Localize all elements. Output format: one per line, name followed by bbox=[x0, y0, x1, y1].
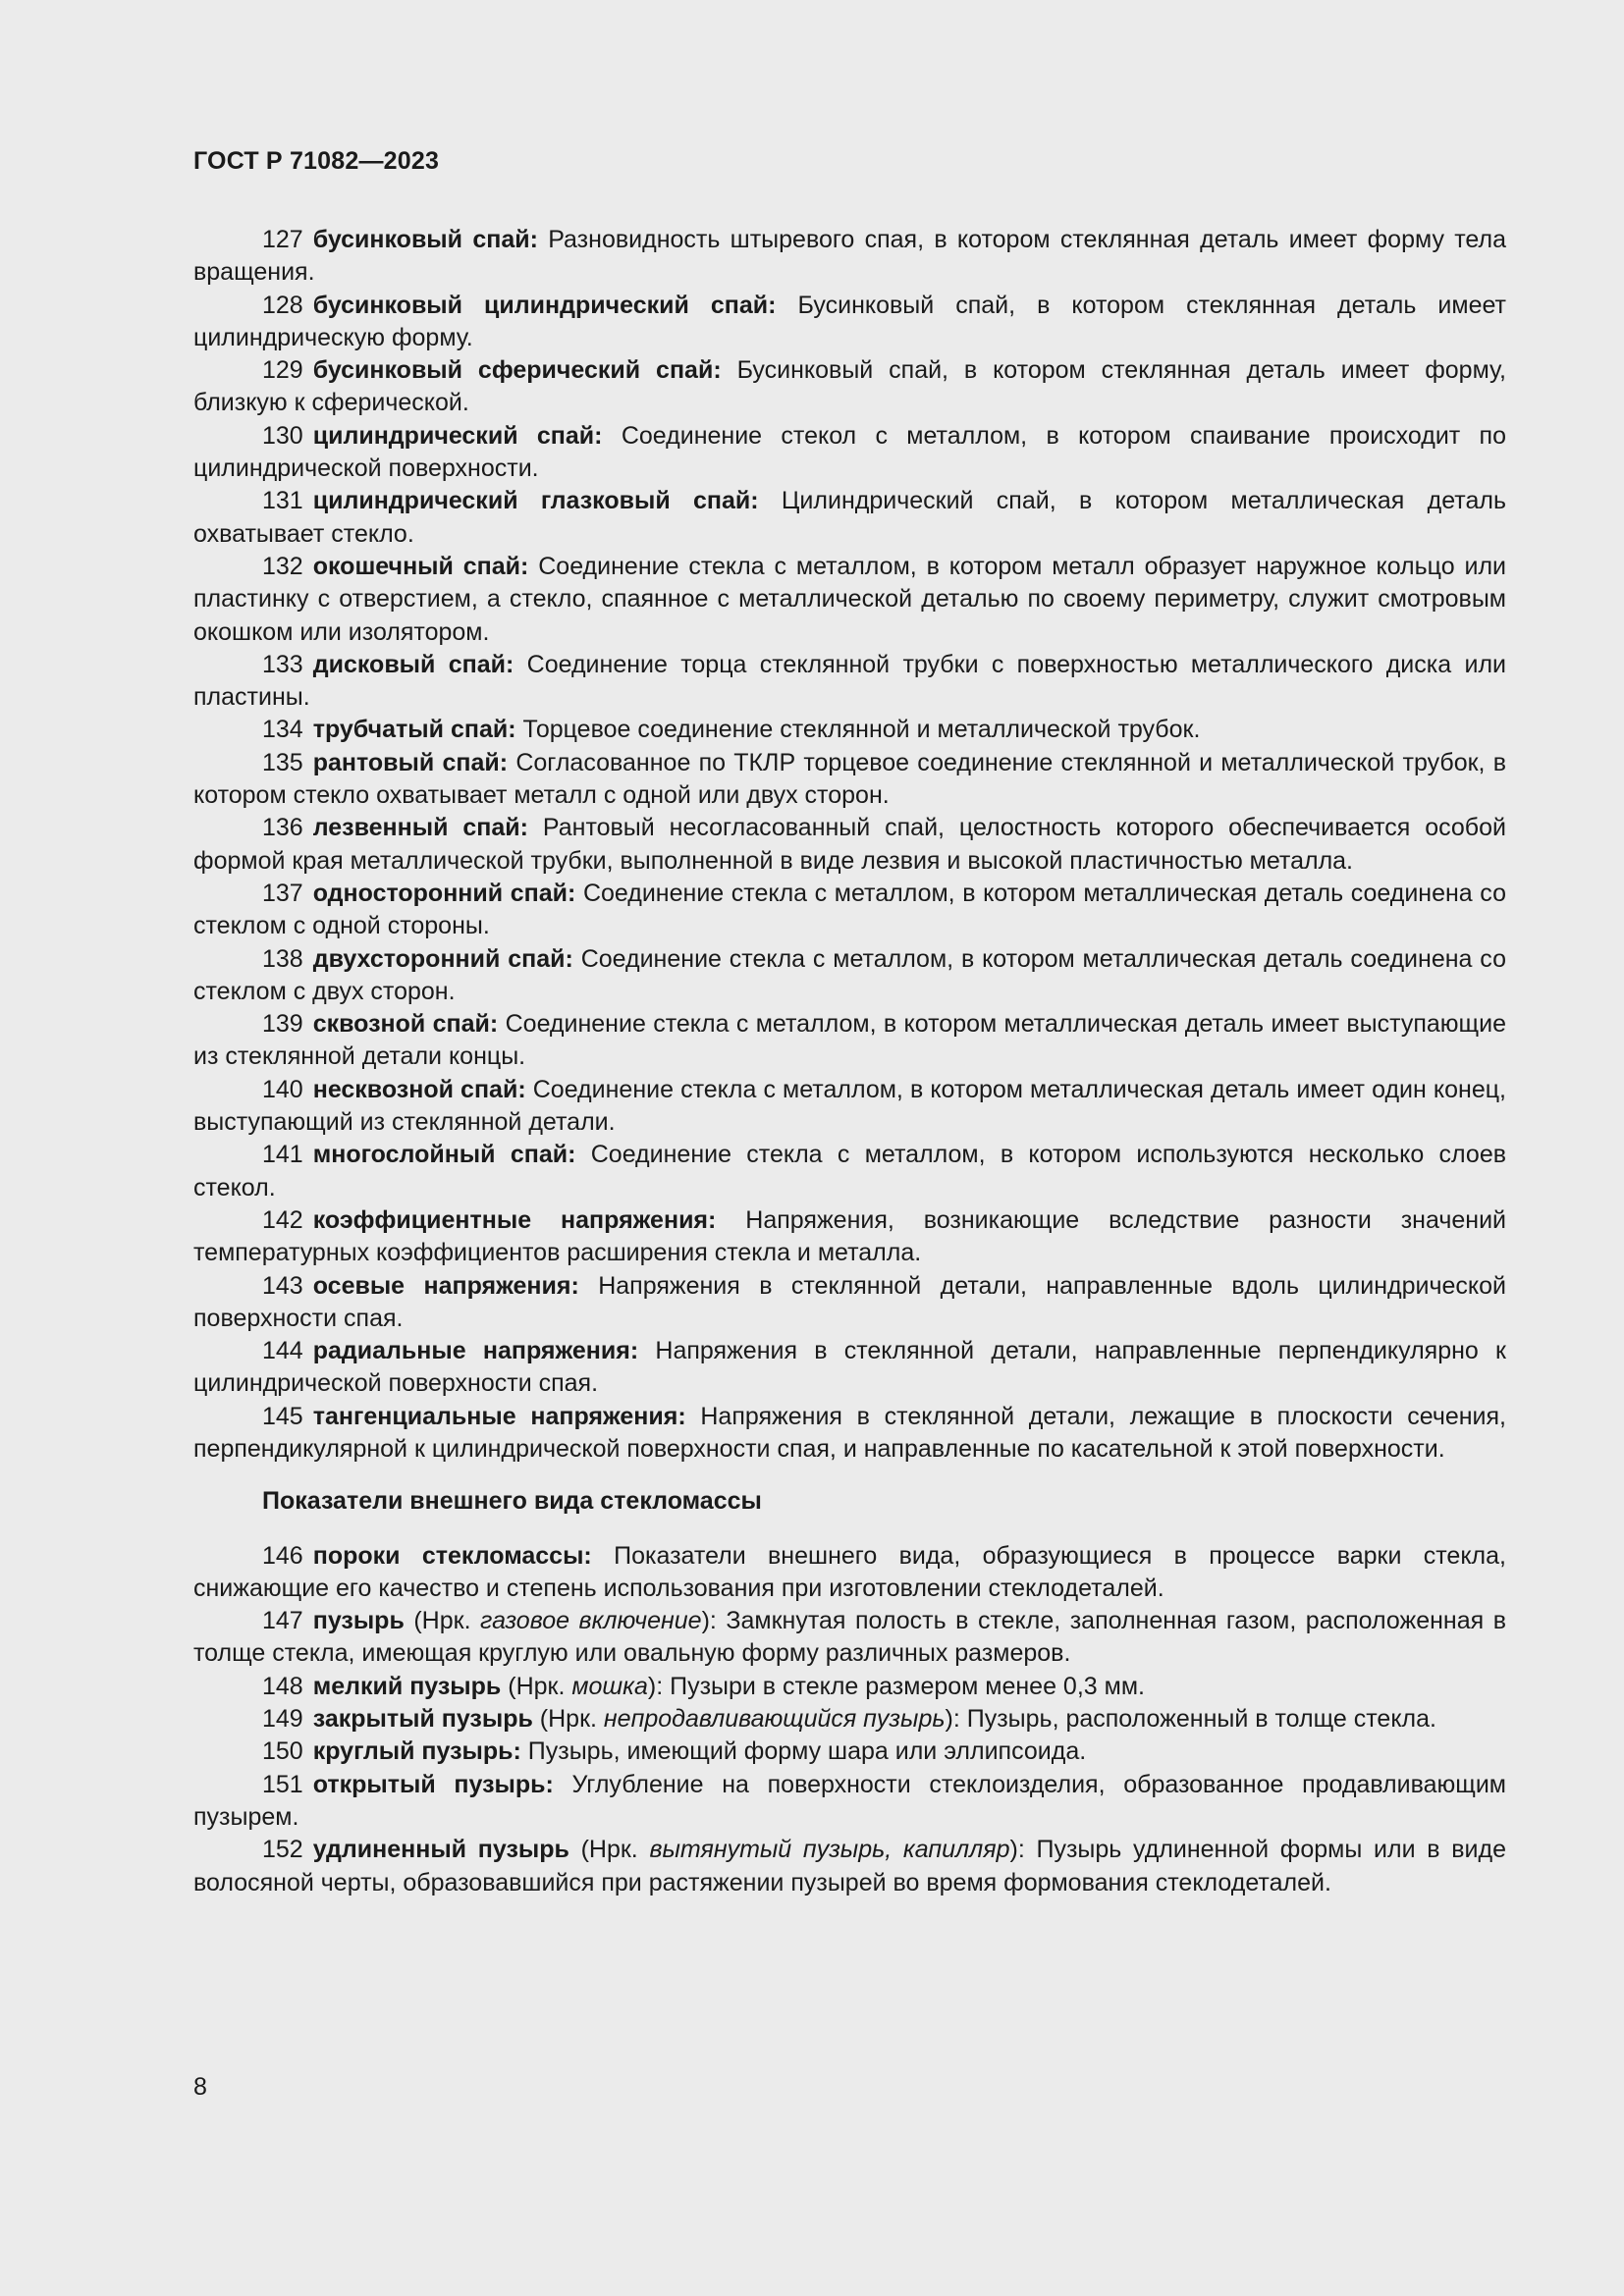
term-name: сквозной спай: bbox=[312, 1010, 499, 1039]
term-definition: Торцевое соединение стеклянной и металлической трубок. bbox=[515, 716, 1201, 744]
term-number: 127 bbox=[262, 226, 303, 253]
term-name: круглый пузырь: bbox=[312, 1737, 521, 1766]
term-note-prefix: (Нрк. bbox=[501, 1672, 572, 1700]
term-entry bbox=[193, 1139, 1506, 1204]
term-entry bbox=[193, 420, 1506, 486]
term-name: двухсторонний спай: bbox=[312, 944, 573, 973]
term-entry bbox=[193, 224, 1506, 290]
term-definition: Напряжения, возникающие вследствие разности значений температурных коэффициентов расширения стекла и металла. bbox=[193, 1205, 1507, 1267]
term-definition: Показатели внешнего вида, образующиеся в процессе варки стекла, снижающие его качество и степень использования при изготовлении стеклодеталей. bbox=[193, 1541, 1506, 1602]
term-definition: : Замкнутая полость в стекле, заполненная газом, расположенная в толще стекла, имеющая круглую или овальную форму различных размеров. bbox=[193, 1607, 1506, 1668]
term-entry bbox=[193, 1204, 1506, 1270]
term-entry bbox=[193, 1769, 1506, 1835]
terms-list-appearance bbox=[193, 1540, 1506, 1899]
term-definition: : Пузырь удлиненной формы или в виде волосяной черты, образовавшийся при растяжении пузырей во время формования стеклодеталей. bbox=[193, 1836, 1506, 1896]
term-entry bbox=[193, 1074, 1506, 1140]
term-entry bbox=[193, 1703, 1506, 1735]
term-entry bbox=[193, 649, 1506, 715]
term-number: 135 bbox=[262, 748, 303, 776]
term-number: 149 bbox=[262, 1705, 303, 1734]
term-number: 131 bbox=[262, 487, 303, 515]
term-name: дисковый спай: bbox=[312, 650, 514, 678]
term-entry bbox=[193, 1401, 1506, 1467]
term-definition: Бусинковый спай, в котором стеклянная деталь имеет форму, близкую к сферической. bbox=[193, 356, 1506, 417]
term-note-suffix: ) bbox=[945, 1705, 953, 1734]
term-entry bbox=[193, 1270, 1506, 1336]
term-note-suffix: ) bbox=[701, 1607, 710, 1635]
term-entry bbox=[193, 1834, 1506, 1899]
term-number: 138 bbox=[262, 944, 303, 973]
term-definition: Напряжения в стеклянной детали, направленные перпендикулярно к цилиндрической поверхности спая. bbox=[193, 1337, 1506, 1398]
term-number: 152 bbox=[262, 1836, 303, 1864]
term-name: закрытый пузырь bbox=[312, 1705, 533, 1734]
term-name: пузырь bbox=[312, 1607, 405, 1635]
term-entry bbox=[193, 943, 1506, 1009]
term-definition: : Пузыри в стекле размером менее 0,3 мм. bbox=[656, 1672, 1145, 1700]
term-name: удлиненный пузырь bbox=[312, 1836, 569, 1864]
term-name: несквозной спай: bbox=[312, 1075, 526, 1103]
term-number: 150 bbox=[262, 1737, 303, 1766]
term-entry bbox=[193, 290, 1506, 355]
terms-list bbox=[193, 224, 1506, 1466]
term-name: односторонний спай: bbox=[312, 879, 576, 907]
term-deprecated-synonym: вытянутый пузырь, капилляр bbox=[649, 1836, 1010, 1864]
document-header: ГОСТ Р 71082—2023 bbox=[193, 147, 440, 175]
term-definition: Соединение стекла с металлом, в котором металлическая деталь имеет выступающие из стеклянной детали концы. bbox=[193, 1010, 1506, 1071]
term-number: 145 bbox=[262, 1402, 303, 1430]
term-entry bbox=[193, 812, 1506, 878]
term-number: 130 bbox=[262, 421, 303, 450]
term-number: 128 bbox=[262, 291, 303, 319]
term-definition: Цилиндрический спай, в котором металлическая деталь охватывает стекло. bbox=[193, 487, 1506, 548]
term-number: 140 bbox=[262, 1075, 303, 1103]
term-number: 143 bbox=[262, 1271, 303, 1300]
term-definition: Соединение стекла с металлом, в котором металл образует наружное кольцо или пластинку с отверстием, а стекло, спаянное с металлической деталью по своему периметру, служит смотровым окошком или изолятором. bbox=[193, 552, 1506, 646]
term-name: цилиндрический спай: bbox=[312, 421, 603, 450]
term-entry bbox=[193, 1540, 1506, 1606]
term-note-suffix: ) bbox=[1009, 1836, 1018, 1864]
term-number: 139 bbox=[262, 1010, 303, 1039]
term-number: 142 bbox=[262, 1205, 303, 1234]
term-definition: Соединение стекла с металлом, в котором используются несколько слоев стекол. bbox=[193, 1141, 1506, 1201]
term-definition: Соединение стекла с металлом, в котором металлическая деталь соединена со стеклом с одной стороны. bbox=[193, 879, 1506, 940]
term-name: цилиндрический глазковый спай: bbox=[312, 487, 759, 515]
term-definition: Соединение стекла с металлом, в котором металлическая деталь соединена со стеклом с двух сторон. bbox=[193, 944, 1506, 1005]
term-number: 133 bbox=[262, 650, 303, 678]
term-definition: Согласованное по ТКЛР торцевое соединение стеклянной и металлической трубок, в котором стекло охватывает металл с одной или двух сторон. bbox=[193, 748, 1506, 810]
term-note-prefix: (Нрк. bbox=[404, 1607, 481, 1635]
term-number: 136 bbox=[262, 814, 303, 842]
term-number: 141 bbox=[262, 1141, 303, 1169]
term-note-suffix: ) bbox=[647, 1672, 657, 1700]
term-number: 151 bbox=[262, 1770, 303, 1798]
term-number: 147 bbox=[262, 1607, 303, 1635]
term-entry bbox=[193, 1671, 1506, 1703]
term-name: тангенциальные напряжения: bbox=[312, 1402, 686, 1430]
term-number: 137 bbox=[262, 879, 303, 907]
term-name: лезвенный спай: bbox=[312, 814, 528, 842]
term-definition: Соединение стекла с металлом, в котором металлическая деталь имеет один конец, выступающий из стеклянной детали. bbox=[193, 1075, 1506, 1137]
term-entry bbox=[193, 485, 1506, 551]
term-number: 132 bbox=[262, 552, 303, 580]
term-name: рантовый спай: bbox=[312, 748, 509, 776]
page-number: 8 bbox=[193, 2073, 207, 2101]
term-definition: Напряжения в стеклянной детали, лежащие в плоскости сечения, перпендикулярной к цилиндрической поверхности спая, и направленные по касательной к этой поверхности. bbox=[193, 1402, 1506, 1463]
term-name: осевые напряжения: bbox=[312, 1271, 579, 1300]
term-entry bbox=[193, 878, 1506, 943]
term-name: трубчатый спай: bbox=[312, 716, 516, 744]
term-definition: Разновидность штыревого спая, в котором стеклянная деталь имеет форму тела вращения. bbox=[193, 226, 1506, 287]
term-number: 129 bbox=[262, 356, 303, 385]
term-name: открытый пузырь: bbox=[312, 1770, 554, 1798]
term-definition: Соединение торца стеклянной трубки с поверхностью металлического диска или пластины. bbox=[193, 650, 1506, 712]
term-definition: Соединение стекол с металлом, в котором спаивание происходит по цилиндрической поверхности. bbox=[193, 421, 1507, 483]
term-number: 144 bbox=[262, 1337, 303, 1365]
term-name: бусинковый цилиндрический спай: bbox=[312, 291, 777, 319]
term-name: пороки стекломассы: bbox=[312, 1541, 592, 1570]
term-entry bbox=[193, 714, 1506, 746]
term-definition: Напряжения в стеклянной детали, направленные вдоль цилиндрической поверхности спая. bbox=[193, 1271, 1507, 1332]
term-name: мелкий пузырь bbox=[312, 1672, 502, 1700]
term-name: радиальные напряжения: bbox=[312, 1337, 639, 1365]
term-entry bbox=[193, 1335, 1506, 1401]
term-entry bbox=[193, 1008, 1506, 1074]
term-definition: Пузырь, имеющий форму шара или эллипсоида. bbox=[520, 1737, 1087, 1766]
term-number: 134 bbox=[262, 716, 303, 744]
term-deprecated-synonym: мошка bbox=[571, 1672, 648, 1700]
term-entry bbox=[193, 354, 1506, 420]
term-entry bbox=[193, 1605, 1506, 1671]
term-deprecated-synonym: газовое включение bbox=[480, 1607, 702, 1635]
term-definition: Рантовый несогласованный спай, целостность которого обеспечивается особой формой края металлической трубки, выполненной в виде лезвия и высокой пластичностью металла. bbox=[193, 814, 1506, 875]
term-note-prefix: (Нрк. bbox=[568, 1836, 650, 1864]
term-number: 146 bbox=[262, 1541, 303, 1570]
section-heading: Показатели внешнего вида стекломассы bbox=[262, 1487, 762, 1516]
term-name: коэффициентные напряжения: bbox=[312, 1205, 717, 1234]
term-number: 148 bbox=[262, 1672, 303, 1700]
term-definition: Углубление на поверхности стеклоизделия, образованное продавливающим пузырем. bbox=[193, 1770, 1506, 1831]
term-note-prefix: (Нрк. bbox=[532, 1705, 604, 1734]
term-entry bbox=[193, 1735, 1506, 1768]
term-entry bbox=[193, 551, 1506, 649]
term-definition: Бусинковый спай, в котором стеклянная деталь имеет цилиндрическую форму. bbox=[193, 291, 1507, 351]
term-name: бусинковый спай: bbox=[312, 226, 538, 253]
term-name: многослойный спай: bbox=[312, 1141, 576, 1169]
term-name: бусинковый сферический спай: bbox=[312, 356, 722, 385]
term-name: окошечный спай: bbox=[312, 552, 529, 580]
term-deprecated-synonym: непродавливающийся пузырь bbox=[603, 1705, 946, 1734]
term-definition: : Пузырь, расположенный в толще стекла. bbox=[952, 1705, 1436, 1734]
term-entry bbox=[193, 747, 1506, 813]
document-body bbox=[193, 224, 1506, 1899]
